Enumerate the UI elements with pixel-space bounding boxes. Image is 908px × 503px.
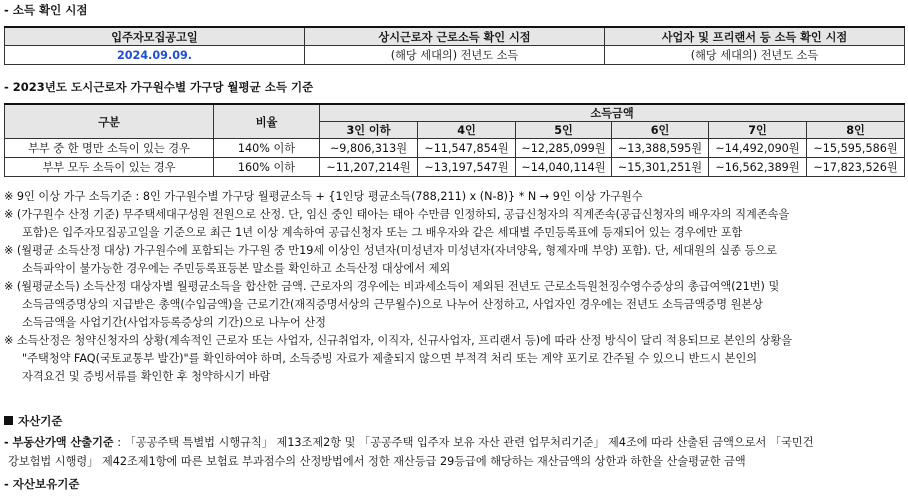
asset-line-2: 강보험법 시행령」 제42조제1항에 따른 보험료 부과점수의 산정방법에서 정한 재산등급 29등급에 해당하는 재산금액의 상한과 하한을 산술평균한 금액 <box>8 455 746 468</box>
table-row <box>5 139 905 158</box>
note-line: ※ (가구원수 산정 기준) 무주택세대구성원 전원으로 산정. 단, 임신 중인 태아는 태아 수만큼 인정하되, 공급신청자의 직계존속(공급신청자의 배우자의 직계존속을 <box>4 208 790 221</box>
income-cell: ~11,207,214원 <box>320 158 418 177</box>
income-cell: ~13,388,595원 <box>612 139 709 158</box>
income-check-table <box>4 26 905 65</box>
income-cell: ~14,492,090원 <box>709 139 807 158</box>
employee-check-value: (해당 세대의) 전년도 소득 <box>305 46 605 65</box>
note-line: ※ 소득산정은 청약신청자의 상황(계속적인 근로자 또는 사업자, 신규취업자, 이직자, 신규사업자, 프리랜서 등)에 따라 산정 방식이 달리 적용되므로 본인의 상황을 <box>4 334 792 347</box>
note-line: 포함)은 입주자모집공고일을 기준으로 최근 1년 이상 계속하여 공급신청자 또는 그 배우자와 같은 세대별 주민등록표에 등재되어 있는 경우에만 포함 <box>22 226 743 239</box>
income-cell: ~11,547,854원 <box>418 139 516 158</box>
freelancer-check-value: (해당 세대의) 전년도 소득 <box>605 46 905 65</box>
income-cell: ~14,040,114원 <box>516 158 612 177</box>
header-notice-date: 입주자모집공고일 <box>5 27 305 46</box>
table-row <box>5 158 905 177</box>
notes-block <box>4 188 904 386</box>
income-cell: ~16,562,389원 <box>709 158 807 177</box>
income-cell: ~15,595,586원 <box>807 139 905 158</box>
header-income-amount: 소득금액 <box>320 104 905 122</box>
header-employee-check: 상시근로자 근로소득 확인 시점 <box>305 27 605 46</box>
income-cell: ~17,823,526원 <box>807 158 905 177</box>
note-line: 소득금액증명상의 지급받은 총액(수입금액)을 근로기간(재직증명서상의 근무월수)으로 나누어 산정하고, 사업자인 경우에는 전년도 소득금액증명 원본상 <box>22 298 763 311</box>
row-label: 부부 모두 소득이 있는 경우 <box>5 158 214 177</box>
asset-paragraph <box>4 433 904 471</box>
section-income-check-title: - 소득 확인 시점 <box>4 3 88 17</box>
notice-date-value: 2024.09.09. <box>5 46 305 65</box>
asset-lead: - 부동산가액 산출기준 <box>4 436 114 449</box>
header-col-3: 3인 이하 <box>320 122 418 139</box>
header-col-6: 6인 <box>612 122 709 139</box>
note-line: ※ (월평균 소득산정 대상) 가구원수에 포함되는 가구원 중 만19세 이상인 성년자(미성년자 미성년자(자녀양육, 형제자매 부양) 포함). 단, 세대원의 실종 등으로 <box>4 244 777 257</box>
note-line: 자격요건 및 증빙서류를 확인한 후 청약하시기 바람 <box>22 370 271 383</box>
section-income-standard-title: - 2023년도 도시근로자 가구원수별 가구당 월평균 소득 기준 <box>4 80 314 94</box>
header-col-5: 5인 <box>516 122 612 139</box>
note-line: ※ (월평균소득) 소득산정 대상자별 월평균소득을 합산한 금액. 근로자의 경우에는 비과세소득이 제외된 전년도 근로소득원천징수영수증상의 총급여액(21번) 및 <box>4 280 780 293</box>
income-cell: ~15,301,251원 <box>612 158 709 177</box>
income-cell: ~12,285,099원 <box>516 139 612 158</box>
asset-line-1-rest: : 「공공주택 특별법 시행규칙」 제13조제2항 및 「공공주택 입주자 보유 자산 관련 업무처리기준」 제4조에 따라 산출된 금액으로서 「국민건 <box>113 436 814 449</box>
row-ratio: 140% 이하 <box>214 139 320 158</box>
income-cell: ~13,197,547원 <box>418 158 516 177</box>
note-line: 소득금액을 사업기간(사업자등록증상의 기간)으로 나누어 산정 <box>22 316 326 329</box>
header-freelancer-check: 사업자 및 프리랜서 등 소득 확인 시점 <box>605 27 905 46</box>
row-ratio: 160% 이하 <box>214 158 320 177</box>
note-line: ※ 9인 이상 가구 소득기준 : 8인 가구원수별 가구당 월평균소득 + {1인당 평균소득(788,211) x (N-8)} * N → 9인 이상 가구원수 <box>4 190 643 203</box>
header-category: 구분 <box>5 104 214 139</box>
asset-sub-heading: - 자산보유기준 <box>4 477 80 491</box>
square-bullet-icon <box>4 416 13 425</box>
header-col-4: 4인 <box>418 122 516 139</box>
asset-line-1 <box>4 433 904 452</box>
asset-heading <box>4 413 62 429</box>
header-col-8: 8인 <box>807 122 905 139</box>
note-line: "주택청약 FAQ(국토교통부 발간)"를 확인하여야 하며, 소득증빙 자료가 제출되지 않으면 부적격 처리 또는 계약 포기로 간주될 수 있으니 반드시 본인의 <box>22 352 758 365</box>
income-cell: ~9,806,313원 <box>320 139 418 158</box>
header-ratio: 비율 <box>214 104 320 139</box>
note-line: 소득파악이 불가능한 경우에는 주민등록표등본 말소를 확인하고 소득산정 대상에서 제외 <box>22 262 451 275</box>
header-col-7: 7인 <box>709 122 807 139</box>
row-label: 부부 중 한 명만 소득이 있는 경우 <box>5 139 214 158</box>
income-standard-table <box>4 103 905 177</box>
asset-heading-text: 자산기준 <box>18 414 63 428</box>
